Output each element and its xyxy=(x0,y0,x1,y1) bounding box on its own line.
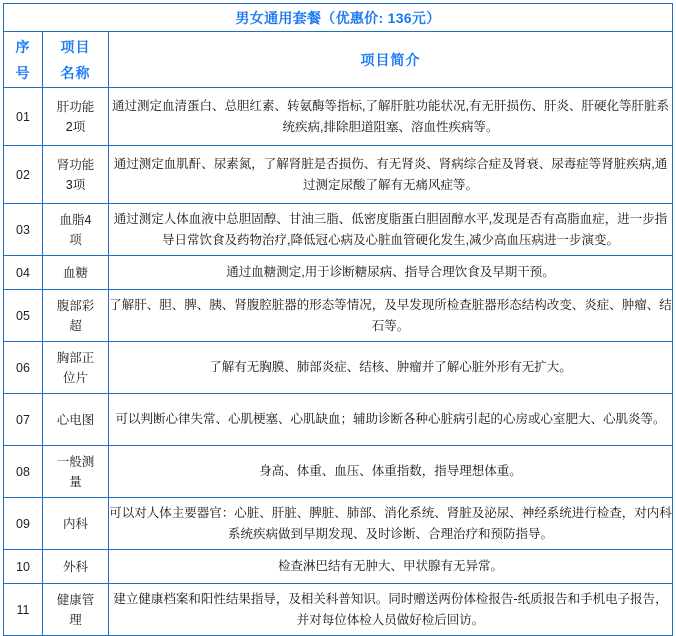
row-item-name-line-2: 3项 xyxy=(65,177,86,192)
table-row xyxy=(4,256,673,290)
row-item-description: 通过测定血肌酐、尿素氮，了解肾脏是否损伤、有无肾炎、肾病综合症及肾衰、尿毒症等肾脏疾病,通过测定尿酸了解有无痛风症等。 xyxy=(109,146,673,204)
row-item-name xyxy=(43,204,109,256)
row-serial-number: 04 xyxy=(4,256,43,290)
row-serial-number: 11 xyxy=(4,584,43,636)
row-item-name xyxy=(43,342,109,394)
row-item-name-line-1: 血脂4 xyxy=(59,212,92,227)
header-serial-line-1: 序 xyxy=(15,38,31,55)
row-item-description: 了解有无胸膜、肺部炎症、结核、肿瘤并了解心脏外形有无扩大。 xyxy=(109,342,673,394)
table-row xyxy=(4,342,673,394)
row-item-name-line-1: 肾功能 xyxy=(56,157,95,172)
row-item-name-line-1: 一般测 xyxy=(56,454,95,469)
row-item-name-line-1: 健康管 xyxy=(56,592,95,607)
row-item-description: 通过血糖测定,用于诊断糖尿病、指导合理饮食及早期干预。 xyxy=(109,256,673,290)
row-item-name-line-1: 外科 xyxy=(62,559,88,574)
row-item-description: 身高、体重、血压、体重指数，指导理想体重。 xyxy=(109,446,673,498)
table-row xyxy=(4,446,673,498)
row-item-name-line-1: 胸部正 xyxy=(56,350,95,365)
row-serial-number: 06 xyxy=(4,342,43,394)
table-row xyxy=(4,394,673,446)
table-row xyxy=(4,290,673,342)
row-item-name-line-2: 2项 xyxy=(65,119,86,134)
table-row xyxy=(4,584,673,636)
row-serial-number: 09 xyxy=(4,498,43,550)
row-item-name-line-1: 心电图 xyxy=(56,412,95,427)
row-serial-number: 05 xyxy=(4,290,43,342)
row-item-description: 了解肝、胆、脾、胰、肾腹腔脏器的形态等情况，及早发现所检查脏器形态结构改变、炎症、肿瘤、结石等。 xyxy=(109,290,673,342)
table-row xyxy=(4,550,673,584)
header-item-name-line-2: 名称 xyxy=(60,64,91,81)
row-serial-number: 01 xyxy=(4,88,43,146)
row-item-name-line-1: 血糖 xyxy=(62,265,88,280)
row-item-name xyxy=(43,446,109,498)
table-row xyxy=(4,498,673,550)
row-serial-number: 10 xyxy=(4,550,43,584)
row-item-name-line-1: 肝功能 xyxy=(56,99,95,114)
row-serial-number: 02 xyxy=(4,146,43,204)
row-item-name xyxy=(43,498,109,550)
row-item-description: 检查淋巴结有无肿大、甲状腺有无异常。 xyxy=(109,550,673,584)
table-row xyxy=(4,88,673,146)
row-item-name-line-2: 理 xyxy=(69,612,82,627)
row-item-name xyxy=(43,88,109,146)
row-item-name xyxy=(43,290,109,342)
health-package-table xyxy=(3,3,673,636)
row-item-name-line-2: 超 xyxy=(69,318,82,333)
package-title: 男女通用套餐（优惠价: 136元） xyxy=(4,4,673,32)
row-item-description: 通过测定人体血液中总胆固醇、甘油三脂、低密度脂蛋白胆固醇水平,发现是否有高脂血症，进一步指导日常饮食及药物治疗,降低冠心病及心脏血管硬化发生,减少高血压病进一步演变。 xyxy=(109,204,673,256)
row-item-name xyxy=(43,256,109,290)
header-cell-item-name xyxy=(43,32,109,88)
row-item-description: 可以对人体主要器官：心脏、肝脏、脾脏、肺部、消化系统、肾脏及泌尿、神经系统进行检查，对内科系统疾病做到早期发现、及时诊断、合理治疗和预防指导。 xyxy=(109,498,673,550)
row-item-name xyxy=(43,394,109,446)
header-cell-serial-number xyxy=(4,32,43,88)
row-item-name-line-1: 腹部彩 xyxy=(56,298,95,313)
row-item-name xyxy=(43,584,109,636)
row-item-name xyxy=(43,550,109,584)
row-item-name xyxy=(43,146,109,204)
row-item-description: 通过测定血清蛋白、总胆红素、转氨酶等指标,了解肝脏功能状况,有无肝损伤、肝炎、肝硬化等肝脏系统疾病,排除胆道阻塞、溶血性疾病等。 xyxy=(109,88,673,146)
row-item-description: 建立健康档案和阳性结果指导，及相关科普知识。同时赠送两份体检报告-纸质报告和手机电子报告，并对每位体检人员做好检后回访。 xyxy=(109,584,673,636)
row-serial-number: 03 xyxy=(4,204,43,256)
table-row xyxy=(4,204,673,256)
row-item-name-line-2: 项 xyxy=(69,232,82,247)
table-header-row xyxy=(4,32,673,88)
row-serial-number: 08 xyxy=(4,446,43,498)
header-item-name-line-1: 项目 xyxy=(60,38,91,55)
row-item-name-line-2: 位片 xyxy=(62,370,88,385)
row-serial-number: 07 xyxy=(4,394,43,446)
row-item-name-line-2: 量 xyxy=(69,474,82,489)
row-item-description: 可以判断心律失常、心肌梗塞、心肌缺血；辅助诊断各种心脏病引起的心房或心室肥大、心肌炎等。 xyxy=(109,394,673,446)
table-title-row xyxy=(4,4,673,32)
table-row xyxy=(4,146,673,204)
row-item-name-line-1: 内科 xyxy=(62,516,88,531)
header-cell-item-description: 项目简介 xyxy=(109,32,673,88)
header-serial-line-2: 号 xyxy=(15,64,31,81)
table-body xyxy=(4,4,673,636)
